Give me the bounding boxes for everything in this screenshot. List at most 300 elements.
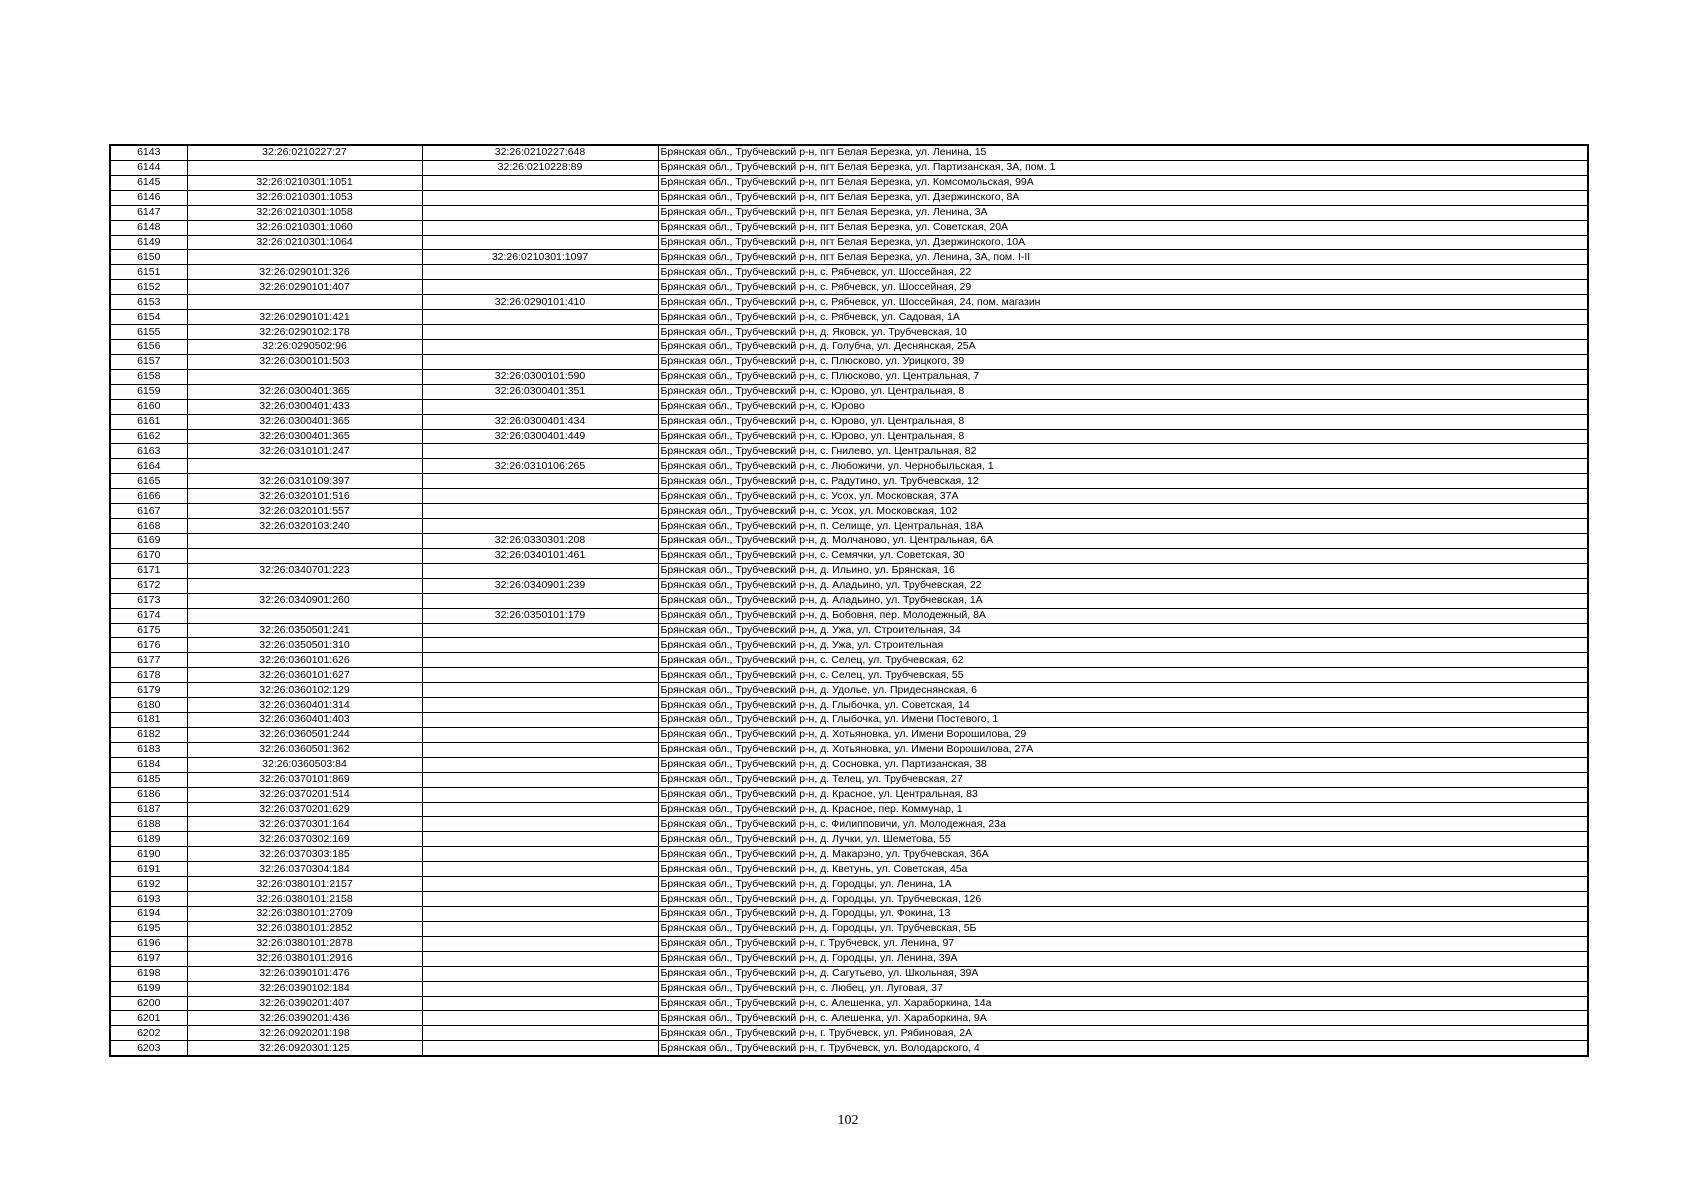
address-cell: Брянская обл., Трубчевский р-н, д. Сосновка, ул. Партизанская, 38	[658, 757, 1588, 772]
cadastral-number-cell	[187, 578, 422, 593]
cadastral-number-cell: 32:26:0370201:514	[187, 787, 422, 802]
cadastral-number-cell	[187, 160, 422, 175]
premises-cadastral-number-cell	[422, 877, 658, 892]
cadastral-number-cell	[187, 295, 422, 310]
premises-cadastral-number-cell	[422, 1011, 658, 1026]
row-number-cell: 6166	[110, 489, 187, 504]
row-number-cell: 6164	[110, 459, 187, 474]
cadastral-number-cell: 32:26:0300401:433	[187, 399, 422, 414]
address-cell: Брянская обл., Трубчевский р-н, д. Ужа, ул. Строительная	[658, 638, 1588, 653]
row-number-cell: 6162	[110, 429, 187, 444]
row-number-cell: 6160	[110, 399, 187, 414]
address-cell: Брянская обл., Трубчевский р-н, пгт Белая Березка, ул. Советская, 20А	[658, 220, 1588, 235]
row-number-cell: 6148	[110, 220, 187, 235]
cadastral-number-cell: 32:26:0290101:407	[187, 280, 422, 295]
address-cell: Брянская обл., Трубчевский р-н, д. Красное, пер. Коммунар, 1	[658, 802, 1588, 817]
row-number-cell: 6192	[110, 877, 187, 892]
address-cell: Брянская обл., Трубчевский р-н, д. Городцы, ул. Трубчевская, 126	[658, 892, 1588, 907]
table-row	[110, 877, 1588, 892]
cadastral-number-cell: 32:26:0210301:1051	[187, 175, 422, 190]
premises-cadastral-number-cell	[422, 504, 658, 519]
row-number-cell: 6203	[110, 1041, 187, 1056]
row-number-cell: 6202	[110, 1026, 187, 1041]
premises-cadastral-number-cell: 32:26:0350101:179	[422, 608, 658, 623]
table-row	[110, 504, 1588, 519]
address-cell: Брянская обл., Трубчевский р-н, с. Селец, ул. Трубчевская, 62	[658, 653, 1588, 668]
table-row	[110, 474, 1588, 489]
premises-cadastral-number-cell: 32:26:0340901:239	[422, 578, 658, 593]
row-number-cell: 6154	[110, 310, 187, 325]
cadastral-number-cell	[187, 250, 422, 265]
row-number-cell: 6176	[110, 638, 187, 653]
row-number-cell: 6193	[110, 892, 187, 907]
premises-cadastral-number-cell	[422, 310, 658, 325]
premises-cadastral-number-cell: 32:26:0300401:449	[422, 429, 658, 444]
row-number-cell: 6201	[110, 1011, 187, 1026]
cadastral-number-cell: 32:26:0350501:310	[187, 638, 422, 653]
table-row	[110, 862, 1588, 877]
row-number-cell: 6198	[110, 966, 187, 981]
premises-cadastral-number-cell	[422, 832, 658, 847]
table-row	[110, 265, 1588, 280]
cadastral-number-cell: 32:26:0920201:198	[187, 1026, 422, 1041]
cadastral-number-cell: 32:26:0920301:125	[187, 1041, 422, 1056]
premises-cadastral-number-cell: 32:26:0300401:434	[422, 414, 658, 429]
premises-cadastral-number-cell	[422, 399, 658, 414]
table-row	[110, 1011, 1588, 1026]
table-row	[110, 802, 1588, 817]
row-number-cell: 6165	[110, 474, 187, 489]
premises-cadastral-number-cell	[422, 444, 658, 459]
table-row	[110, 787, 1588, 802]
row-number-cell: 6168	[110, 519, 187, 534]
address-cell: Брянская обл., Трубчевский р-н, п. Селище, ул. Центральная, 18А	[658, 519, 1588, 534]
table-row	[110, 235, 1588, 250]
premises-cadastral-number-cell	[422, 519, 658, 534]
table-row	[110, 996, 1588, 1011]
address-cell: Брянская обл., Трубчевский р-н, д. Городцы, ул. Ленина, 39А	[658, 951, 1588, 966]
cadastral-number-cell: 32:26:0290101:421	[187, 310, 422, 325]
premises-cadastral-number-cell: 32:26:0300101:590	[422, 369, 658, 384]
cadastral-number-cell: 32:26:0390102:184	[187, 981, 422, 996]
address-cell: Брянская обл., Трубчевский р-н, д. Молчаново, ул. Центральная, 6А	[658, 533, 1588, 548]
table-row	[110, 220, 1588, 235]
row-number-cell: 6161	[110, 414, 187, 429]
premises-cadastral-number-cell	[422, 489, 658, 504]
row-number-cell: 6200	[110, 996, 187, 1011]
premises-cadastral-number-cell	[422, 802, 658, 817]
premises-cadastral-number-cell	[422, 921, 658, 936]
cadastral-number-cell: 32:26:0380101:2157	[187, 877, 422, 892]
address-cell: Брянская обл., Трубчевский р-н, с. Рябчевск, ул. Шоссейная, 24, пом. магазин	[658, 295, 1588, 310]
cadastral-number-cell	[187, 533, 422, 548]
cadastral-number-cell: 32:26:0380101:2852	[187, 921, 422, 936]
address-cell: Брянская обл., Трубчевский р-н, с. Рябчевск, ул. Садовая, 1А	[658, 310, 1588, 325]
cadastral-number-cell: 32:26:0360101:626	[187, 653, 422, 668]
address-cell: Брянская обл., Трубчевский р-н, пгт Белая Березка, ул. Ленина, 3А, пом. I-II	[658, 250, 1588, 265]
table-row	[110, 1026, 1588, 1041]
cadastral-number-cell: 32:26:0370201:629	[187, 802, 422, 817]
table-row	[110, 250, 1588, 265]
address-cell: Брянская обл., Трубчевский р-н, д. Глыбочка, ул. Советская, 14	[658, 698, 1588, 713]
table-row	[110, 698, 1588, 713]
address-cell: Брянская обл., Трубчевский р-н, д. Ужа, ул. Строительная, 34	[658, 623, 1588, 638]
cadastral-number-cell	[187, 459, 422, 474]
premises-cadastral-number-cell	[422, 1041, 658, 1056]
row-number-cell: 6169	[110, 533, 187, 548]
row-number-cell: 6171	[110, 563, 187, 578]
premises-cadastral-number-cell	[422, 847, 658, 862]
cadastral-number-cell: 32:26:0210301:1064	[187, 235, 422, 250]
address-cell: Брянская обл., Трубчевский р-н, с. Юрово, ул. Центральная, 8	[658, 414, 1588, 429]
table-row	[110, 653, 1588, 668]
cadastral-number-cell: 32:26:0310109:397	[187, 474, 422, 489]
address-cell: Брянская обл., Трубчевский р-н, с. Алешенка, ул. Хараборкина, 14а	[658, 996, 1588, 1011]
address-cell: Брянская обл., Трубчевский р-н, д. Яковск, ул. Трубчевская, 10	[658, 325, 1588, 340]
table-row	[110, 713, 1588, 728]
address-cell: Брянская обл., Трубчевский р-н, д. Кветунь, ул. Советская, 45а	[658, 862, 1588, 877]
address-cell: Брянская обл., Трубчевский р-н, д. Красное, ул. Центральная, 83	[658, 787, 1588, 802]
table-row	[110, 384, 1588, 399]
table-row	[110, 444, 1588, 459]
row-number-cell: 6197	[110, 951, 187, 966]
cadastral-number-cell: 32:26:0390101:476	[187, 966, 422, 981]
premises-cadastral-number-cell: 32:26:0310106:265	[422, 459, 658, 474]
row-number-cell: 6143	[110, 145, 187, 160]
address-cell: Брянская обл., Трубчевский р-н, пгт Белая Березка, ул. Дзержинского, 8А	[658, 190, 1588, 205]
cadastral-number-cell: 32:26:0380101:2878	[187, 936, 422, 951]
address-cell: Брянская обл., Трубчевский р-н, с. Юрово, ул. Центральная, 8	[658, 429, 1588, 444]
address-cell: Брянская обл., Трубчевский р-н, пгт Белая Березка, ул. Ленина, 15	[658, 145, 1588, 160]
address-cell: Брянская обл., Трубчевский р-н, д. Аладьино, ул. Трубчевская, 1А	[658, 593, 1588, 608]
cadastral-number-cell: 32:26:0370101:869	[187, 772, 422, 787]
row-number-cell: 6149	[110, 235, 187, 250]
cadastral-number-cell	[187, 548, 422, 563]
table-row	[110, 608, 1588, 623]
row-number-cell: 6191	[110, 862, 187, 877]
address-cell: Брянская обл., Трубчевский р-н, д. Голубча, ул. Деснянская, 25А	[658, 339, 1588, 354]
row-number-cell: 6180	[110, 698, 187, 713]
row-number-cell: 6177	[110, 653, 187, 668]
row-number-cell: 6183	[110, 742, 187, 757]
premises-cadastral-number-cell	[422, 638, 658, 653]
premises-cadastral-number-cell	[422, 265, 658, 280]
registry-table	[109, 144, 1589, 1057]
premises-cadastral-number-cell	[422, 742, 658, 757]
premises-cadastral-number-cell	[422, 1026, 658, 1041]
table-row	[110, 519, 1588, 534]
table-row	[110, 742, 1588, 757]
address-cell: Брянская обл., Трубчевский р-н, г. Трубчевск, ул. Володарского, 4	[658, 1041, 1588, 1056]
premises-cadastral-number-cell: 32:26:0210227:648	[422, 145, 658, 160]
row-number-cell: 6147	[110, 205, 187, 220]
row-number-cell: 6155	[110, 325, 187, 340]
address-cell: Брянская обл., Трубчевский р-н, д. Аладьино, ул. Трубчевская, 22	[658, 578, 1588, 593]
table-row	[110, 414, 1588, 429]
cadastral-number-cell: 32:26:0290102:178	[187, 325, 422, 340]
table-row	[110, 936, 1588, 951]
premises-cadastral-number-cell: 32:26:0210301:1097	[422, 250, 658, 265]
row-number-cell: 6159	[110, 384, 187, 399]
cadastral-number-cell: 32:26:0300401:365	[187, 384, 422, 399]
table-row	[110, 966, 1588, 981]
row-number-cell: 6199	[110, 981, 187, 996]
cadastral-number-cell: 32:26:0210301:1060	[187, 220, 422, 235]
table-row	[110, 907, 1588, 922]
address-cell: Брянская обл., Трубчевский р-н, с. Усох, ул. Московская, 37А	[658, 489, 1588, 504]
address-cell: Брянская обл., Трубчевский р-н, д. Телец, ул. Трубчевская, 27	[658, 772, 1588, 787]
table-row	[110, 593, 1588, 608]
address-cell: Брянская обл., Трубчевский р-н, с. Селец, ул. Трубчевская, 55	[658, 668, 1588, 683]
table-row	[110, 325, 1588, 340]
premises-cadastral-number-cell	[422, 205, 658, 220]
cadastral-number-cell: 32:26:0390201:436	[187, 1011, 422, 1026]
premises-cadastral-number-cell	[422, 907, 658, 922]
cadastral-number-cell: 32:26:0360503:84	[187, 757, 422, 772]
cadastral-number-cell: 32:26:0390201:407	[187, 996, 422, 1011]
premises-cadastral-number-cell	[422, 354, 658, 369]
table-row	[110, 757, 1588, 772]
table-row	[110, 578, 1588, 593]
address-cell: Брянская обл., Трубчевский р-н, с. Плюсково, ул. Центральная, 7	[658, 369, 1588, 384]
premises-cadastral-number-cell	[422, 713, 658, 728]
table-row	[110, 817, 1588, 832]
address-cell: Брянская обл., Трубчевский р-н, д. Глыбочка, ул. Имени Постевого, 1	[658, 713, 1588, 728]
table-row	[110, 295, 1588, 310]
address-cell: Брянская обл., Трубчевский р-н, с. Юрово	[658, 399, 1588, 414]
row-number-cell: 6194	[110, 907, 187, 922]
premises-cadastral-number-cell	[422, 981, 658, 996]
row-number-cell: 6188	[110, 817, 187, 832]
table-row	[110, 205, 1588, 220]
address-cell: Брянская обл., Трубчевский р-н, пгт Белая Березка, ул. Комсомольская, 99А	[658, 175, 1588, 190]
address-cell: Брянская обл., Трубчевский р-н, с. Рябчевск, ул. Шоссейная, 22	[658, 265, 1588, 280]
address-cell: Брянская обл., Трубчевский р-н, д. Городцы, ул. Трубчевская, 5Б	[658, 921, 1588, 936]
table-row	[110, 533, 1588, 548]
row-number-cell: 6153	[110, 295, 187, 310]
premises-cadastral-number-cell	[422, 623, 658, 638]
cadastral-number-cell: 32:26:0370301:164	[187, 817, 422, 832]
row-number-cell: 6185	[110, 772, 187, 787]
row-number-cell: 6182	[110, 727, 187, 742]
cadastral-number-cell: 32:26:0370303:185	[187, 847, 422, 862]
cadastral-number-cell: 32:26:0290101:326	[187, 265, 422, 280]
table-row	[110, 160, 1588, 175]
address-cell: Брянская обл., Трубчевский р-н, пгт Белая Березка, ул. Партизанская, 3А, пом. 1	[658, 160, 1588, 175]
row-number-cell: 6178	[110, 668, 187, 683]
premises-cadastral-number-cell: 32:26:0340101:461	[422, 548, 658, 563]
table-row	[110, 548, 1588, 563]
cadastral-number-cell: 32:26:0340901:260	[187, 593, 422, 608]
premises-cadastral-number-cell	[422, 683, 658, 698]
row-number-cell: 6187	[110, 802, 187, 817]
table-row	[110, 489, 1588, 504]
premises-cadastral-number-cell	[422, 339, 658, 354]
table-row	[110, 190, 1588, 205]
address-cell: Брянская обл., Трубчевский р-н, пгт Белая Березка, ул. Дзержинского, 10А	[658, 235, 1588, 250]
row-number-cell: 6172	[110, 578, 187, 593]
cadastral-number-cell	[187, 608, 422, 623]
cadastral-number-cell: 32:26:0300101:503	[187, 354, 422, 369]
row-number-cell: 6167	[110, 504, 187, 519]
address-cell: Брянская обл., Трубчевский р-н, с. Гнилево, ул. Центральная, 82	[658, 444, 1588, 459]
row-number-cell: 6174	[110, 608, 187, 623]
premises-cadastral-number-cell: 32:26:0300401:351	[422, 384, 658, 399]
premises-cadastral-number-cell	[422, 175, 658, 190]
premises-cadastral-number-cell: 32:26:0290101:410	[422, 295, 658, 310]
address-cell: Брянская обл., Трубчевский р-н, г. Трубчевск, ул. Рябиновая, 2А	[658, 1026, 1588, 1041]
table-row	[110, 981, 1588, 996]
premises-cadastral-number-cell	[422, 280, 658, 295]
row-number-cell: 6179	[110, 683, 187, 698]
address-cell: Брянская обл., Трубчевский р-н, д. Лучки, ул. Шеметова, 55	[658, 832, 1588, 847]
cadastral-number-cell: 32:26:0360102:129	[187, 683, 422, 698]
row-number-cell: 6158	[110, 369, 187, 384]
table-row	[110, 623, 1588, 638]
cadastral-number-cell: 32:26:0380101:2158	[187, 892, 422, 907]
row-number-cell: 6195	[110, 921, 187, 936]
row-number-cell: 6189	[110, 832, 187, 847]
row-number-cell: 6190	[110, 847, 187, 862]
table-body	[110, 145, 1588, 1056]
table-row	[110, 429, 1588, 444]
row-number-cell: 6173	[110, 593, 187, 608]
premises-cadastral-number-cell	[422, 996, 658, 1011]
premises-cadastral-number-cell	[422, 190, 658, 205]
cadastral-number-cell: 32:26:0360401:403	[187, 713, 422, 728]
cadastral-number-cell: 32:26:0360501:362	[187, 742, 422, 757]
premises-cadastral-number-cell	[422, 787, 658, 802]
row-number-cell: 6156	[110, 339, 187, 354]
row-number-cell: 6144	[110, 160, 187, 175]
premises-cadastral-number-cell	[422, 727, 658, 742]
table-row	[110, 175, 1588, 190]
table-row	[110, 1041, 1588, 1056]
address-cell: Брянская обл., Трубчевский р-н, с. Рябчевск, ул. Шоссейная, 29	[658, 280, 1588, 295]
table-row	[110, 280, 1588, 295]
cadastral-number-cell: 32:26:0320101:557	[187, 504, 422, 519]
page-number: 102	[837, 1113, 859, 1128]
premises-cadastral-number-cell	[422, 892, 658, 907]
table-row	[110, 892, 1588, 907]
table-row	[110, 354, 1588, 369]
table-row	[110, 310, 1588, 325]
table-row	[110, 459, 1588, 474]
premises-cadastral-number-cell	[422, 757, 658, 772]
address-cell: Брянская обл., Трубчевский р-н, с. Юрово, ул. Центральная, 8	[658, 384, 1588, 399]
row-number-cell: 6145	[110, 175, 187, 190]
premises-cadastral-number-cell	[422, 772, 658, 787]
address-cell: Брянская обл., Трубчевский р-н, с. Плюсково, ул. Урицкого, 39	[658, 354, 1588, 369]
row-number-cell: 6157	[110, 354, 187, 369]
table-row	[110, 399, 1588, 414]
cadastral-number-cell: 32:26:0380101:2916	[187, 951, 422, 966]
premises-cadastral-number-cell	[422, 325, 658, 340]
address-cell: Брянская обл., Трубчевский р-н, с. Усох, ул. Московская, 102	[658, 504, 1588, 519]
premises-cadastral-number-cell: 32:26:0210228:89	[422, 160, 658, 175]
premises-cadastral-number-cell	[422, 951, 658, 966]
table-row	[110, 369, 1588, 384]
table-row	[110, 847, 1588, 862]
row-number-cell: 6152	[110, 280, 187, 295]
table-row	[110, 638, 1588, 653]
address-cell: Брянская обл., Трубчевский р-н, с. Семячки, ул. Советская, 30	[658, 548, 1588, 563]
address-cell: Брянская обл., Трубчевский р-н, д. Городцы, ул. Фокина, 13	[658, 907, 1588, 922]
premises-cadastral-number-cell	[422, 668, 658, 683]
cadastral-number-cell: 32:26:0350501:241	[187, 623, 422, 638]
table-row	[110, 339, 1588, 354]
address-cell: Брянская обл., Трубчевский р-н, с. Любожичи, ул. Чернобыльская, 1	[658, 459, 1588, 474]
address-cell: Брянская обл., Трубчевский р-н, д. Ильино, ул. Брянская, 16	[658, 563, 1588, 578]
address-cell: Брянская обл., Трубчевский р-н, с. Филипповичи, ул. Молодежная, 23а	[658, 817, 1588, 832]
address-cell: Брянская обл., Трубчевский р-н, д. Сагутьево, ул. Школьная, 39А	[658, 966, 1588, 981]
cadastral-number-cell: 32:26:0360101:627	[187, 668, 422, 683]
table-row	[110, 668, 1588, 683]
table-row	[110, 921, 1588, 936]
cadastral-number-cell: 32:26:0360501:244	[187, 727, 422, 742]
row-number-cell: 6186	[110, 787, 187, 802]
address-cell: Брянская обл., Трубчевский р-н, д. Хотьяновка, ул. Имени Ворошилова, 27А	[658, 742, 1588, 757]
table-row	[110, 727, 1588, 742]
premises-cadastral-number-cell	[422, 220, 658, 235]
premises-cadastral-number-cell	[422, 817, 658, 832]
cadastral-number-cell: 32:26:0210301:1053	[187, 190, 422, 205]
premises-cadastral-number-cell	[422, 862, 658, 877]
address-cell: Брянская обл., Трубчевский р-н, с. Алешенка, ул. Хараборкина, 9А	[658, 1011, 1588, 1026]
address-cell: Брянская обл., Трубчевский р-н, с. Радутино, ул. Трубчевская, 12	[658, 474, 1588, 489]
row-number-cell: 6163	[110, 444, 187, 459]
premises-cadastral-number-cell	[422, 235, 658, 250]
address-cell: Брянская обл., Трубчевский р-н, д. Макарэно, ул. Трубчевская, 36А	[658, 847, 1588, 862]
row-number-cell: 6151	[110, 265, 187, 280]
table-row	[110, 683, 1588, 698]
cadastral-number-cell: 32:26:0210301:1058	[187, 205, 422, 220]
premises-cadastral-number-cell	[422, 936, 658, 951]
row-number-cell: 6175	[110, 623, 187, 638]
table-row	[110, 563, 1588, 578]
row-number-cell: 6196	[110, 936, 187, 951]
cadastral-number-cell: 32:26:0300401:365	[187, 429, 422, 444]
cadastral-number-cell: 32:26:0370302:169	[187, 832, 422, 847]
address-cell: Брянская обл., Трубчевский р-н, д. Городцы, ул. Ленина, 1А	[658, 877, 1588, 892]
table-row	[110, 145, 1588, 160]
premises-cadastral-number-cell	[422, 966, 658, 981]
address-cell: Брянская обл., Трубчевский р-н, пгт Белая Березка, ул. Ленина, 3А	[658, 205, 1588, 220]
address-cell: Брянская обл., Трубчевский р-н, д. Хотьяновка, ул. Имени Ворошилова, 29	[658, 727, 1588, 742]
address-cell: Брянская обл., Трубчевский р-н, д. Бобовня, пер. Молодежный, 8А	[658, 608, 1588, 623]
cadastral-number-cell: 32:26:0370304:184	[187, 862, 422, 877]
premises-cadastral-number-cell: 32:26:0330301:208	[422, 533, 658, 548]
premises-cadastral-number-cell	[422, 698, 658, 713]
row-number-cell: 6146	[110, 190, 187, 205]
cadastral-number-cell: 32:26:0360401:314	[187, 698, 422, 713]
row-number-cell: 6170	[110, 548, 187, 563]
premises-cadastral-number-cell	[422, 474, 658, 489]
cadastral-number-cell: 32:26:0320101:516	[187, 489, 422, 504]
address-cell: Брянская обл., Трубчевский р-н, д. Удолье, ул. Придеснянская, 6	[658, 683, 1588, 698]
cadastral-number-cell	[187, 369, 422, 384]
cadastral-number-cell: 32:26:0340701:223	[187, 563, 422, 578]
cadastral-number-cell: 32:26:0290502:96	[187, 339, 422, 354]
address-cell: Брянская обл., Трубчевский р-н, с. Любец, ул. Луговая, 37	[658, 981, 1588, 996]
row-number-cell: 6181	[110, 713, 187, 728]
premises-cadastral-number-cell	[422, 653, 658, 668]
premises-cadastral-number-cell	[422, 593, 658, 608]
cadastral-number-cell: 32:26:0320103:240	[187, 519, 422, 534]
row-number-cell: 6184	[110, 757, 187, 772]
cadastral-number-cell: 32:26:0210227:27	[187, 145, 422, 160]
premises-cadastral-number-cell	[422, 563, 658, 578]
